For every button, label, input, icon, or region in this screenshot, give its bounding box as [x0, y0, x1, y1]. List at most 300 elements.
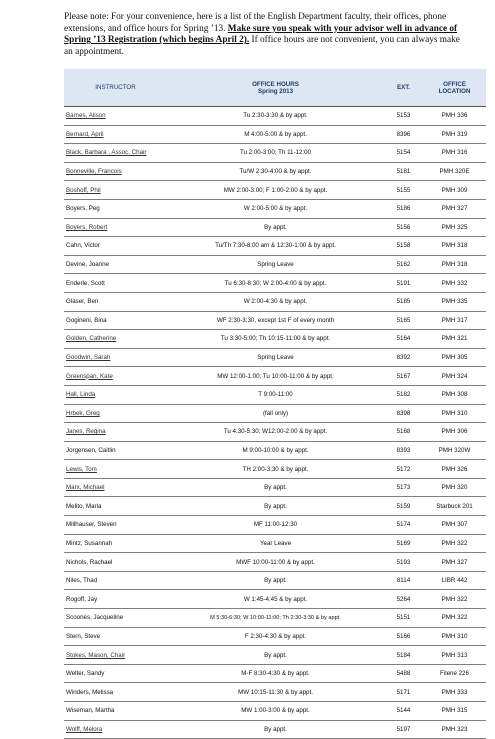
instructor-name-text: Rogoff, Jay — [66, 595, 98, 603]
phone-extension — [384, 199, 423, 218]
office-location-text: PMH 317 — [441, 316, 468, 324]
instructor-name — [64, 590, 167, 609]
phone-extension-text: 5185 — [396, 298, 411, 306]
table-row — [64, 460, 486, 479]
office-location — [423, 590, 486, 609]
office-hours — [167, 367, 384, 386]
office-hours-text: M 4:00-5:00 & by appt. — [244, 130, 307, 138]
office-hours — [167, 107, 384, 126]
office-hours — [167, 571, 384, 590]
phone-extension-text: 5153 — [396, 112, 411, 120]
instructor-name-text: Stern, Steve — [66, 632, 101, 640]
office-location-text: PMH 323 — [441, 725, 468, 733]
office-hours — [167, 627, 384, 646]
office-location-text: PMH 327 — [441, 558, 468, 566]
office-location-text: PMH 321 — [441, 335, 468, 343]
phone-extension — [384, 237, 423, 256]
office-location-text: LIBR 442 — [441, 577, 468, 585]
table-row — [64, 497, 486, 516]
office-location-text: PMH 318 — [441, 261, 468, 269]
office-hours — [167, 460, 384, 479]
instructor-name-text[interactable]: Goodwin, Sarah — [66, 354, 111, 362]
instructor-name-text[interactable]: Bernard, April — [66, 130, 104, 138]
office-hours — [167, 609, 384, 628]
phone-extension-text: 5151 — [396, 614, 411, 622]
office-hours-text: MW 12:00-1:00; Tu 10:00-11:00 & by appt. — [217, 372, 334, 380]
office-location — [423, 702, 486, 721]
header-office-hours-line1: OFFICE HOURS — [252, 80, 299, 88]
phone-extension — [384, 478, 423, 497]
phone-extension-text: 5154 — [396, 149, 411, 157]
office-hours-text: Tu 4:30-5:30; W12:00-2:00 & by appt. — [223, 428, 328, 436]
instructor-name-text: Boyers, Peg — [66, 205, 100, 213]
table-row — [64, 553, 486, 572]
office-hours — [167, 181, 384, 200]
table-row — [64, 534, 486, 553]
instructor-name-text: Welter, Sandy — [66, 670, 105, 678]
office-location-text: PMH 332 — [441, 279, 468, 287]
office-hours — [167, 162, 384, 181]
office-location — [423, 274, 486, 293]
phone-extension-text: 8393 — [396, 446, 411, 454]
phone-extension — [384, 144, 423, 163]
phone-extension-text: 5191 — [396, 279, 411, 287]
office-location-text: PMH 320E — [439, 168, 470, 176]
table-row — [64, 590, 486, 609]
instructor-name — [64, 460, 167, 479]
instructor-name — [64, 125, 167, 144]
instructor-name — [64, 516, 167, 535]
office-location-text: PMH 310 — [441, 409, 468, 417]
office-hours-text: (fall only) — [262, 409, 289, 417]
phone-extension-text: 5166 — [396, 632, 411, 640]
phone-extension-text: 5169 — [396, 539, 411, 547]
office-hours — [167, 553, 384, 572]
instructor-name-text: Devine, Joanne — [66, 261, 109, 269]
office-location — [423, 460, 486, 479]
table-row — [64, 125, 486, 144]
phone-extension-text: 5158 — [396, 242, 411, 250]
phone-extension-text: 5172 — [396, 465, 411, 473]
phone-extension-text: 5144 — [396, 707, 411, 715]
instructor-name — [64, 720, 167, 739]
instructor-name-text[interactable]: Barnes, Alison — [66, 112, 106, 120]
office-hours — [167, 330, 384, 349]
phone-extension-text: 5181 — [396, 168, 411, 176]
phone-extension — [384, 330, 423, 349]
office-hours-text: By appt. — [264, 223, 287, 231]
instructor-name — [64, 478, 167, 497]
office-location-text: PMH 326 — [441, 465, 468, 473]
table-row — [64, 664, 486, 683]
office-hours — [167, 516, 384, 535]
office-hours-text: W 2:00-5:00 & by appt. — [243, 205, 308, 213]
instructor-name-text: Winders, Melissa — [66, 688, 114, 696]
table-row — [64, 646, 486, 665]
office-location — [423, 385, 486, 404]
office-location — [423, 497, 486, 516]
office-location-text: PMH 322 — [441, 595, 468, 603]
office-location-text: PMH 308 — [441, 391, 468, 399]
office-hours — [167, 348, 384, 367]
instructor-name-text: Mintz, Susannah — [66, 539, 113, 547]
phone-extension — [384, 162, 423, 181]
phone-extension — [384, 441, 423, 460]
instructor-name-text: Enderle, Scott — [66, 279, 105, 287]
office-location — [423, 199, 486, 218]
office-location — [423, 181, 486, 200]
instructor-name — [64, 534, 167, 553]
table-row — [64, 181, 486, 200]
phone-extension-text: 5264 — [396, 595, 411, 603]
office-location-text: PMH 310 — [441, 632, 468, 640]
office-location-text: PMH 333 — [441, 688, 468, 696]
office-hours-text: TH 2:00-3:30 & by appt. — [242, 465, 309, 473]
office-hours — [167, 478, 384, 497]
instructor-name — [64, 497, 167, 516]
office-hours — [167, 404, 384, 423]
header-office-location — [423, 69, 486, 107]
instructor-name — [64, 385, 167, 404]
office-location — [423, 311, 486, 330]
phone-extension — [384, 627, 423, 646]
instructor-name — [64, 664, 167, 683]
instructor-name — [64, 404, 167, 423]
office-location — [423, 478, 486, 497]
office-location — [423, 367, 486, 386]
office-hours-text: By appt. — [264, 502, 287, 510]
office-hours — [167, 534, 384, 553]
phone-extension-text: 5155 — [396, 186, 411, 194]
instructor-name — [64, 609, 167, 628]
phone-extension — [384, 590, 423, 609]
phone-extension — [384, 311, 423, 330]
office-hours — [167, 199, 384, 218]
table-row — [64, 107, 486, 126]
office-hours-text: M 9:00-10:00 & by appt. — [242, 446, 309, 454]
office-location — [423, 348, 486, 367]
phone-extension-text: 5159 — [396, 502, 411, 510]
office-location — [423, 144, 486, 163]
office-hours — [167, 311, 384, 330]
office-hours-text: W 1:45-4:45 & by appt. — [243, 595, 308, 603]
table-row — [64, 404, 486, 423]
phone-extension-text: 5165 — [396, 316, 411, 324]
instructor-name-text[interactable]: Hall, Linda — [66, 391, 96, 399]
table-row — [64, 571, 486, 590]
instructor-name — [64, 683, 167, 702]
phone-extension-text: 5174 — [396, 521, 411, 529]
office-hours-text: Tu/W 2:30-4:00 & by appt. — [239, 168, 312, 176]
office-hours-text: By appt. — [264, 484, 287, 492]
phone-extension — [384, 125, 423, 144]
instructor-name-text[interactable]: Marx, Michael — [66, 484, 105, 492]
office-hours-text: Tu 2:30-3:30 & by appt. — [243, 112, 308, 120]
table-row — [64, 274, 486, 293]
office-location-text: PMH 320W — [438, 446, 471, 454]
office-location-text: PMH 322 — [441, 614, 468, 622]
table-row — [64, 367, 486, 386]
office-location-text: PMH 306 — [441, 428, 468, 436]
office-hours-text: W 2:00-4:30 & by appt. — [243, 298, 308, 306]
table-row — [64, 516, 486, 535]
phone-extension-text: 5184 — [396, 651, 411, 659]
office-location — [423, 720, 486, 739]
instructor-name-text: Niles, Thad — [66, 577, 98, 585]
office-hours-text: MW 10:15-11:30 & by appt. — [238, 688, 313, 696]
office-location — [423, 516, 486, 535]
instructor-name — [64, 646, 167, 665]
phone-extension — [384, 423, 423, 442]
instructor-name — [64, 571, 167, 590]
table-row — [64, 292, 486, 311]
phone-extension — [384, 107, 423, 126]
office-hours-text: By appt. — [264, 651, 287, 659]
table-row — [64, 720, 486, 739]
table-row — [64, 330, 486, 349]
table-row — [64, 609, 486, 628]
office-location — [423, 404, 486, 423]
table-row — [64, 441, 486, 460]
instructor-name — [64, 348, 167, 367]
instructor-name-text: Nichols, Rachael — [66, 558, 113, 566]
instructor-name — [64, 292, 167, 311]
office-hours — [167, 385, 384, 404]
office-hours — [167, 664, 384, 683]
header-ext: EXT. — [384, 69, 423, 107]
header-instructor: INSTRUCTOR — [64, 69, 167, 107]
instructor-name-text[interactable]: Hrbek, Greg — [66, 409, 100, 417]
phone-extension — [384, 646, 423, 665]
phone-extension — [384, 497, 423, 516]
phone-extension — [384, 181, 423, 200]
office-location — [423, 292, 486, 311]
phone-extension — [384, 571, 423, 590]
phone-extension — [384, 348, 423, 367]
phone-extension-text: 5162 — [396, 261, 411, 269]
instructor-name-text[interactable]: Golden, Catherine — [66, 335, 117, 343]
table-body — [64, 107, 486, 739]
instructor-name-text: Cahn, Victor — [66, 242, 100, 250]
office-location — [423, 255, 486, 274]
office-hours — [167, 144, 384, 163]
phone-extension — [384, 702, 423, 721]
office-hours-text: By appt. — [264, 577, 287, 585]
office-hours — [167, 590, 384, 609]
phone-extension — [384, 255, 423, 274]
phone-extension-text: 5171 — [396, 688, 411, 696]
instructor-name — [64, 367, 167, 386]
instructor-name — [64, 162, 167, 181]
phone-extension-text: 5182 — [396, 391, 411, 399]
intro-note — [64, 12, 469, 58]
instructor-name-text[interactable]: Boyers, Robert — [66, 223, 108, 231]
phone-extension — [384, 404, 423, 423]
table-row — [64, 683, 486, 702]
phone-extension-text: 5156 — [396, 223, 411, 231]
phone-extension — [384, 664, 423, 683]
instructor-name — [64, 218, 167, 237]
phone-extension-text: 5197 — [396, 725, 411, 733]
office-location-text: PMH 320 — [441, 484, 468, 492]
office-location-text: PMH 319 — [441, 130, 468, 138]
instructor-name-text[interactable]: Greenspan, Kate — [66, 372, 113, 380]
office-location-text: PMH 325 — [441, 223, 468, 231]
office-hours-text: Tu 6:30-8:30; W 2:00-4:00 & by appt. — [224, 279, 327, 287]
office-location — [423, 218, 486, 237]
header-office-location-line2: LOCATION — [438, 87, 471, 95]
office-location — [423, 423, 486, 442]
instructor-name-text[interactable]: Stokes, Mason, Chair — [66, 651, 126, 659]
table-row — [64, 423, 486, 442]
phone-extension-text: 5193 — [396, 558, 411, 566]
instructor-name-text: Melito, Marla — [66, 502, 102, 510]
office-hours-text: Year Leave — [259, 539, 292, 547]
office-location-text: PMH 316 — [441, 149, 468, 157]
instructor-name — [64, 311, 167, 330]
instructor-name — [64, 237, 167, 256]
office-location — [423, 534, 486, 553]
phone-extension — [384, 274, 423, 293]
office-hours-text: Tu/Th 7:30-8:00 am & 12:30-1:00 & by appt. — [215, 242, 336, 250]
office-location — [423, 162, 486, 181]
office-hours-text: F 2:30-4:30 & by appt. — [244, 632, 307, 640]
office-location-text: PMH 327 — [441, 205, 468, 213]
office-hours — [167, 292, 384, 311]
office-hours — [167, 646, 384, 665]
office-location — [423, 609, 486, 628]
office-location — [423, 627, 486, 646]
office-location — [423, 683, 486, 702]
office-location — [423, 237, 486, 256]
office-location — [423, 125, 486, 144]
header-office-hours-line2: Spring 2013 — [257, 87, 294, 95]
phone-extension-text: 5167 — [396, 372, 411, 380]
office-hours-text: Tu 2:00-3:00; Th 11-12:00 — [239, 149, 312, 157]
office-hours-text: MF 11:00-12:30 — [253, 521, 298, 529]
office-hours-text: M-F 8:30-4:30 & by appt. — [241, 670, 310, 678]
office-hours-text: M 5:30-6:30; W 10:00-11:00; Th 2:30-3:30 & by appt. — [210, 614, 341, 621]
phone-extension-text: 5488 — [396, 670, 411, 678]
instructor-name — [64, 553, 167, 572]
phone-extension — [384, 218, 423, 237]
table-row — [64, 144, 486, 163]
office-location-text: PMH 309 — [441, 186, 468, 194]
phone-extension — [384, 534, 423, 553]
office-hours — [167, 423, 384, 442]
intro-text-part1: Please note: For your convenience, here is a list of the English Department faculty, their offices, phone extensions, and office hours for Spring ’13. — [64, 12, 447, 34]
instructor-name — [64, 627, 167, 646]
office-location-text: PMH 324 — [441, 372, 468, 380]
instructor-name-text: Glaser, Ben — [66, 298, 99, 306]
instructor-name-text: Gogineni, Bina — [66, 316, 107, 324]
instructor-name-text[interactable]: Lewis, Tom — [66, 465, 97, 473]
office-hours-text: WF 2:30-3:30, except 1st F of every month — [216, 316, 335, 324]
table-row — [64, 385, 486, 404]
instructor-name — [64, 107, 167, 126]
office-hours — [167, 441, 384, 460]
header-office-hours — [167, 69, 384, 107]
phone-extension-text: 8114 — [396, 577, 411, 585]
office-hours-text: Tu 3:30-5:00; Th 10:15-11:00 & by appt. — [220, 335, 331, 343]
office-hours-text: Spring Leave — [257, 261, 294, 269]
office-hours-text: Spring Leave — [257, 354, 294, 362]
office-hours — [167, 125, 384, 144]
instructor-name — [64, 255, 167, 274]
office-location-text: PMH 318 — [441, 242, 468, 250]
office-location — [423, 330, 486, 349]
table-row — [64, 237, 486, 256]
office-hours-text: MWF 10:00-11:00 & by appt. — [236, 558, 315, 566]
table-row — [64, 199, 486, 218]
instructor-name — [64, 441, 167, 460]
table-row — [64, 478, 486, 497]
office-hours — [167, 218, 384, 237]
header-office-location-line1: OFFICE — [443, 80, 466, 88]
office-location — [423, 107, 486, 126]
instructor-name-text[interactable]: Boshoff, Phil — [66, 186, 101, 194]
phone-extension — [384, 460, 423, 479]
phone-extension — [384, 385, 423, 404]
office-location-text: PMH 336 — [441, 112, 468, 120]
office-location-text: PMH 313 — [441, 651, 468, 659]
instructor-name-text[interactable]: Bonneville, Francois — [66, 168, 122, 176]
table-header-row — [64, 69, 486, 107]
instructor-name — [64, 199, 167, 218]
table-row — [64, 348, 486, 367]
office-hours — [167, 702, 384, 721]
phone-extension-text: 8396 — [396, 130, 411, 138]
office-location-text: PMH 315 — [441, 707, 468, 715]
office-hours-text: T 9:00-11:00 — [258, 391, 293, 399]
table-row — [64, 311, 486, 330]
office-location-text: PMH 305 — [441, 354, 468, 362]
instructor-name-text[interactable]: Janes, Regina — [66, 428, 106, 436]
instructor-name — [64, 144, 167, 163]
office-location — [423, 646, 486, 665]
intro-text-part2: If office hours are not convenient, you can always make an appointment. — [64, 35, 460, 57]
office-hours — [167, 237, 384, 256]
instructor-name — [64, 702, 167, 721]
office-location — [423, 553, 486, 572]
phone-extension-text: 8398 — [396, 409, 411, 417]
phone-extension-text: 5173 — [396, 484, 411, 492]
faculty-office-hours-table — [64, 69, 486, 739]
intro-emphasis: Make sure you speak with your advisor well in advance of Spring ’13 Registration (which begins April 2). — [64, 23, 458, 46]
office-location — [423, 664, 486, 683]
instructor-name — [64, 423, 167, 442]
instructor-name-text[interactable]: Black, Barbara , Assoc. Chair — [66, 149, 147, 157]
phone-extension — [384, 720, 423, 739]
instructor-name-text: Scoones, Jacqueline — [66, 614, 124, 622]
office-hours — [167, 683, 384, 702]
office-location — [423, 571, 486, 590]
office-hours — [167, 497, 384, 516]
office-location-text: PMH 335 — [441, 298, 468, 306]
table-row — [64, 218, 486, 237]
office-hours-text: MW 1:00-3:00 & by appt. — [241, 707, 310, 715]
table-row — [64, 627, 486, 646]
office-location-text: PMH 307 — [441, 521, 468, 529]
instructor-name — [64, 330, 167, 349]
instructor-name — [64, 274, 167, 293]
table-row — [64, 702, 486, 721]
office-hours-text: By appt. — [264, 725, 287, 733]
table-row — [64, 162, 486, 181]
phone-extension-text: 5164 — [396, 335, 411, 343]
phone-extension — [384, 367, 423, 386]
instructor-name-text[interactable]: Wolff, Melora — [66, 725, 103, 733]
